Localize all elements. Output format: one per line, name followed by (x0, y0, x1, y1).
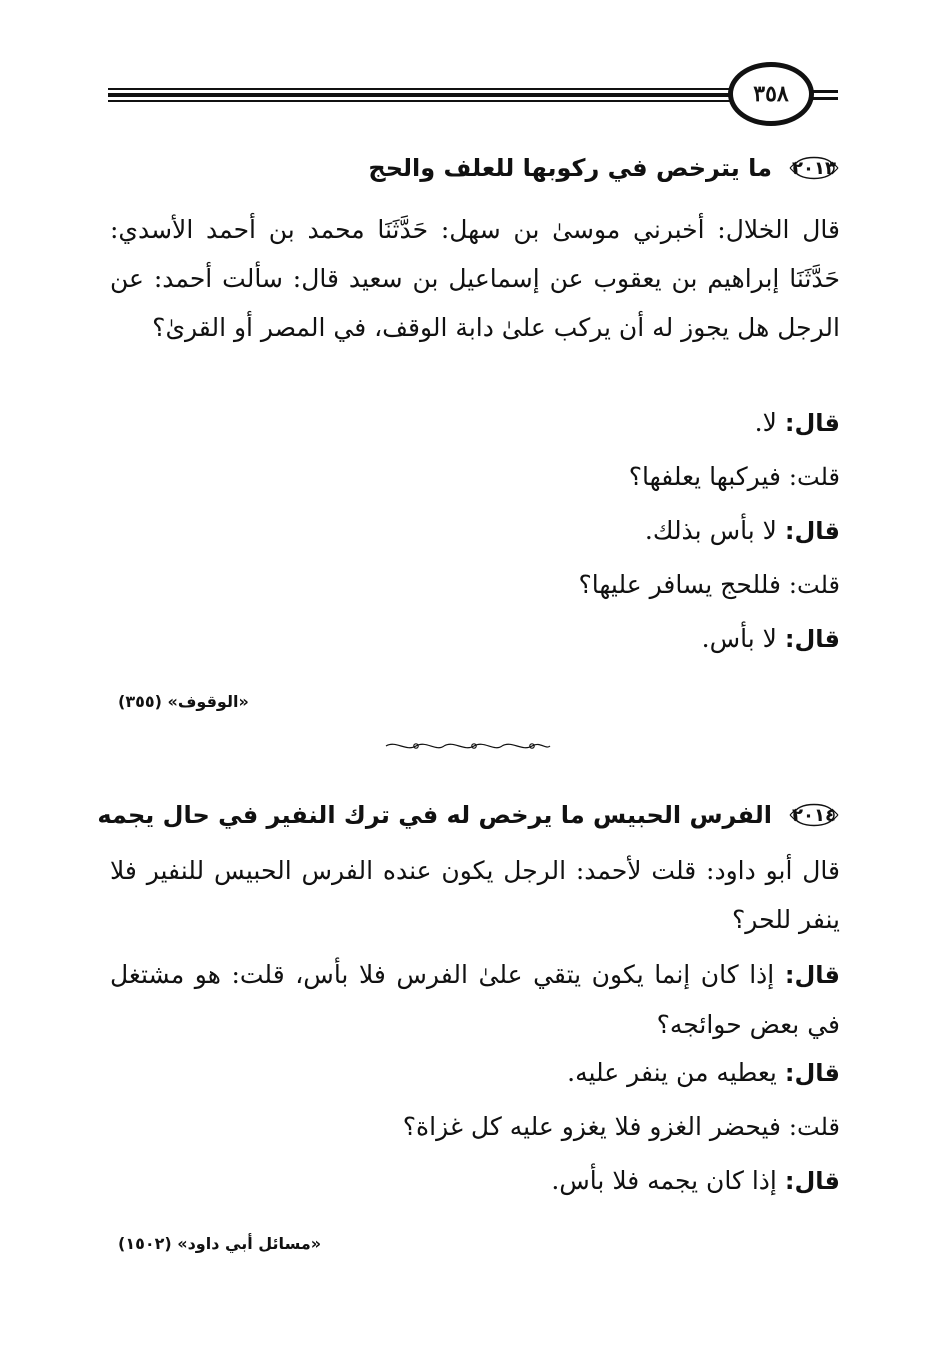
dialogue-line: قال: لا بأس بذلك. (644, 516, 840, 545)
dialogue-line: قلت: فيركبها يعلفها؟ (628, 462, 840, 491)
section-title: الفرس الحبيس ما يرخص له في ترك النفير في حال يجمه (97, 801, 772, 829)
section-heading-2 (97, 795, 840, 835)
dialogue-line: قلت: فللحج يسافر عليها؟ (578, 570, 840, 599)
section-number-badge: ٢٠١٤ (788, 795, 840, 835)
section-heading-1 (368, 148, 840, 188)
header-rule (108, 88, 732, 104)
paragraph-intro-1: قال الخلال: أخبرني موسىٰ بن سهل: حَدَّثَنَا محمد بن أحمد الأسدي: حَدَّثَنَا إبراهيم بن يعقوب عن إسماعيل بن سعيد قال: سألت أحمد: عن الرجل هل يجوز له أن يركب علىٰ دابة الوقف، في المصر أو القرىٰ؟ (110, 215, 840, 342)
source-citation: «الوقوف» (٣٥٥) (118, 692, 249, 711)
dialogue-line: قال: يعطيه من ينفر عليه. (567, 1058, 840, 1087)
ornament-divider (382, 738, 554, 754)
dialogue-line: قال: لا. (754, 408, 840, 437)
dialogue-line: قال: إذا كان يجمه فلا بأس. (551, 1166, 840, 1195)
paragraph-intro-2: قال أبو داود: قلت لأحمد: الرجل يكون عنده الفرس الحبيس للنفير فلا ينفر للحر؟ (110, 856, 840, 934)
section-number-badge: ٢٠١٣ (788, 148, 840, 188)
header-rule-right (812, 90, 838, 102)
dialogue-line: قلت: فيحضر الغزو فلا يغزو عليه كل غزاة؟ (402, 1112, 840, 1141)
section-title: ما يترخص في ركوبها للعلف والحج (368, 154, 772, 182)
page-number: ٣٥٨ (728, 62, 814, 126)
dialogue-line: قال: لا بأس. (701, 624, 840, 653)
source-citation: «مسائل أبي داود» (١٥٠٢) (118, 1234, 322, 1253)
paragraph-answer-2: قال: إذا كان إنما يكون يتقي علىٰ الفرس فلا بأس، قلت: هو مشتغل في بعض حوائجه؟ (110, 960, 840, 1039)
